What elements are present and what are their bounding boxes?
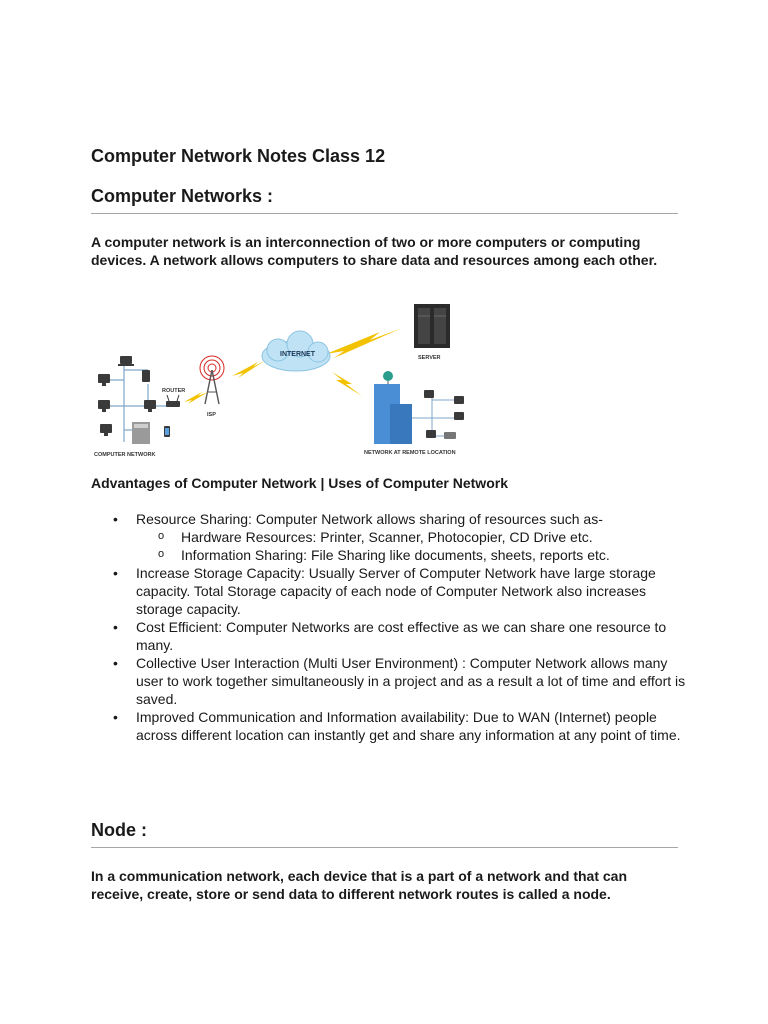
sub-list — [136, 528, 691, 564]
internet-label: INTERNET — [280, 351, 315, 358]
list-item — [91, 618, 691, 654]
desktop-computer-icon — [454, 412, 464, 420]
node-definition: In a communication network, each device that is a part of a network and that can receive, create, store or send data to different network routes is called a node. — [91, 868, 628, 902]
printer-icon — [444, 432, 456, 439]
list-item — [91, 654, 691, 708]
lightning-icon — [184, 392, 208, 404]
list-item-text: Cost Efficient: Computer Networks are cost effective as we can share one resource to many. — [136, 619, 667, 653]
desktop-computer-icon — [98, 400, 110, 412]
server-icon — [414, 304, 450, 348]
advantages-heading: Advantages of Computer Network | Uses of Computer Network — [91, 475, 508, 491]
desktop-computer-icon — [424, 390, 434, 398]
sub-list-item: o Hardware Resources: Printer, Scanner, Photocopier, CD Drive etc. — [136, 528, 691, 546]
list-item — [91, 510, 691, 564]
computer-network-definition: A computer network is an interconnection of two or more computers or computing devices. A network allows computers to share data and resources among each other. — [91, 234, 658, 268]
tablet-icon — [142, 370, 150, 382]
list-item-text: Collective User Interaction (Multi User Environment) : Computer Network allows many user to work together simultaneously in a project and as a result a lot of time and effort is saved. — [136, 655, 686, 707]
section-heading-computer-networks: Computer Networks : — [91, 186, 678, 214]
isp-label: ISP — [207, 412, 216, 418]
isp-tower-icon — [200, 356, 224, 404]
list-item-text: Increase Storage Capacity: Usually Server of Computer Network have large storage capacity. Total Storage capacity of each node of Computer Network also increases storage capacity. — [136, 565, 656, 617]
lightning-icon — [332, 372, 362, 396]
advantages-list — [91, 510, 691, 744]
sub-list-item: o Information Sharing: File Sharing like documents, sheets, reports etc. — [136, 546, 691, 564]
remote-network-label: NETWORK AT REMOTE LOCATION — [364, 450, 456, 456]
laptop-icon — [118, 356, 134, 366]
list-item — [91, 708, 691, 744]
list-item-text: Improved Communication and Information availability: Due to WAN (Internet) people across different location can instantly get and share any information at any point of time. — [136, 709, 681, 743]
network-diagram — [90, 300, 480, 462]
section-heading-node: Node : — [91, 820, 678, 848]
desktop-computer-icon — [426, 430, 436, 438]
computer-network-label: COMPUTER NETWORK — [94, 452, 156, 458]
list-item-text: Resource Sharing: Computer Network allows sharing of resources such as- — [136, 511, 603, 527]
list-item — [91, 564, 691, 618]
lightning-icon — [232, 360, 266, 378]
phone-icon — [164, 426, 170, 437]
document-title: Computer Network Notes Class 12 — [91, 146, 386, 166]
server-label: SERVER — [418, 355, 441, 361]
desktop-computer-icon — [100, 424, 112, 436]
remote-building-icon — [374, 371, 412, 444]
desktop-computer-icon — [454, 396, 464, 404]
lan-computers — [98, 356, 170, 444]
router-label: ROUTER — [162, 388, 186, 394]
lightning-icon — [326, 328, 402, 358]
router-icon — [166, 395, 180, 407]
photocopier-icon — [132, 422, 150, 444]
desktop-computer-icon — [98, 374, 110, 386]
desktop-computer-icon — [144, 400, 156, 412]
remote-computers — [424, 390, 464, 439]
